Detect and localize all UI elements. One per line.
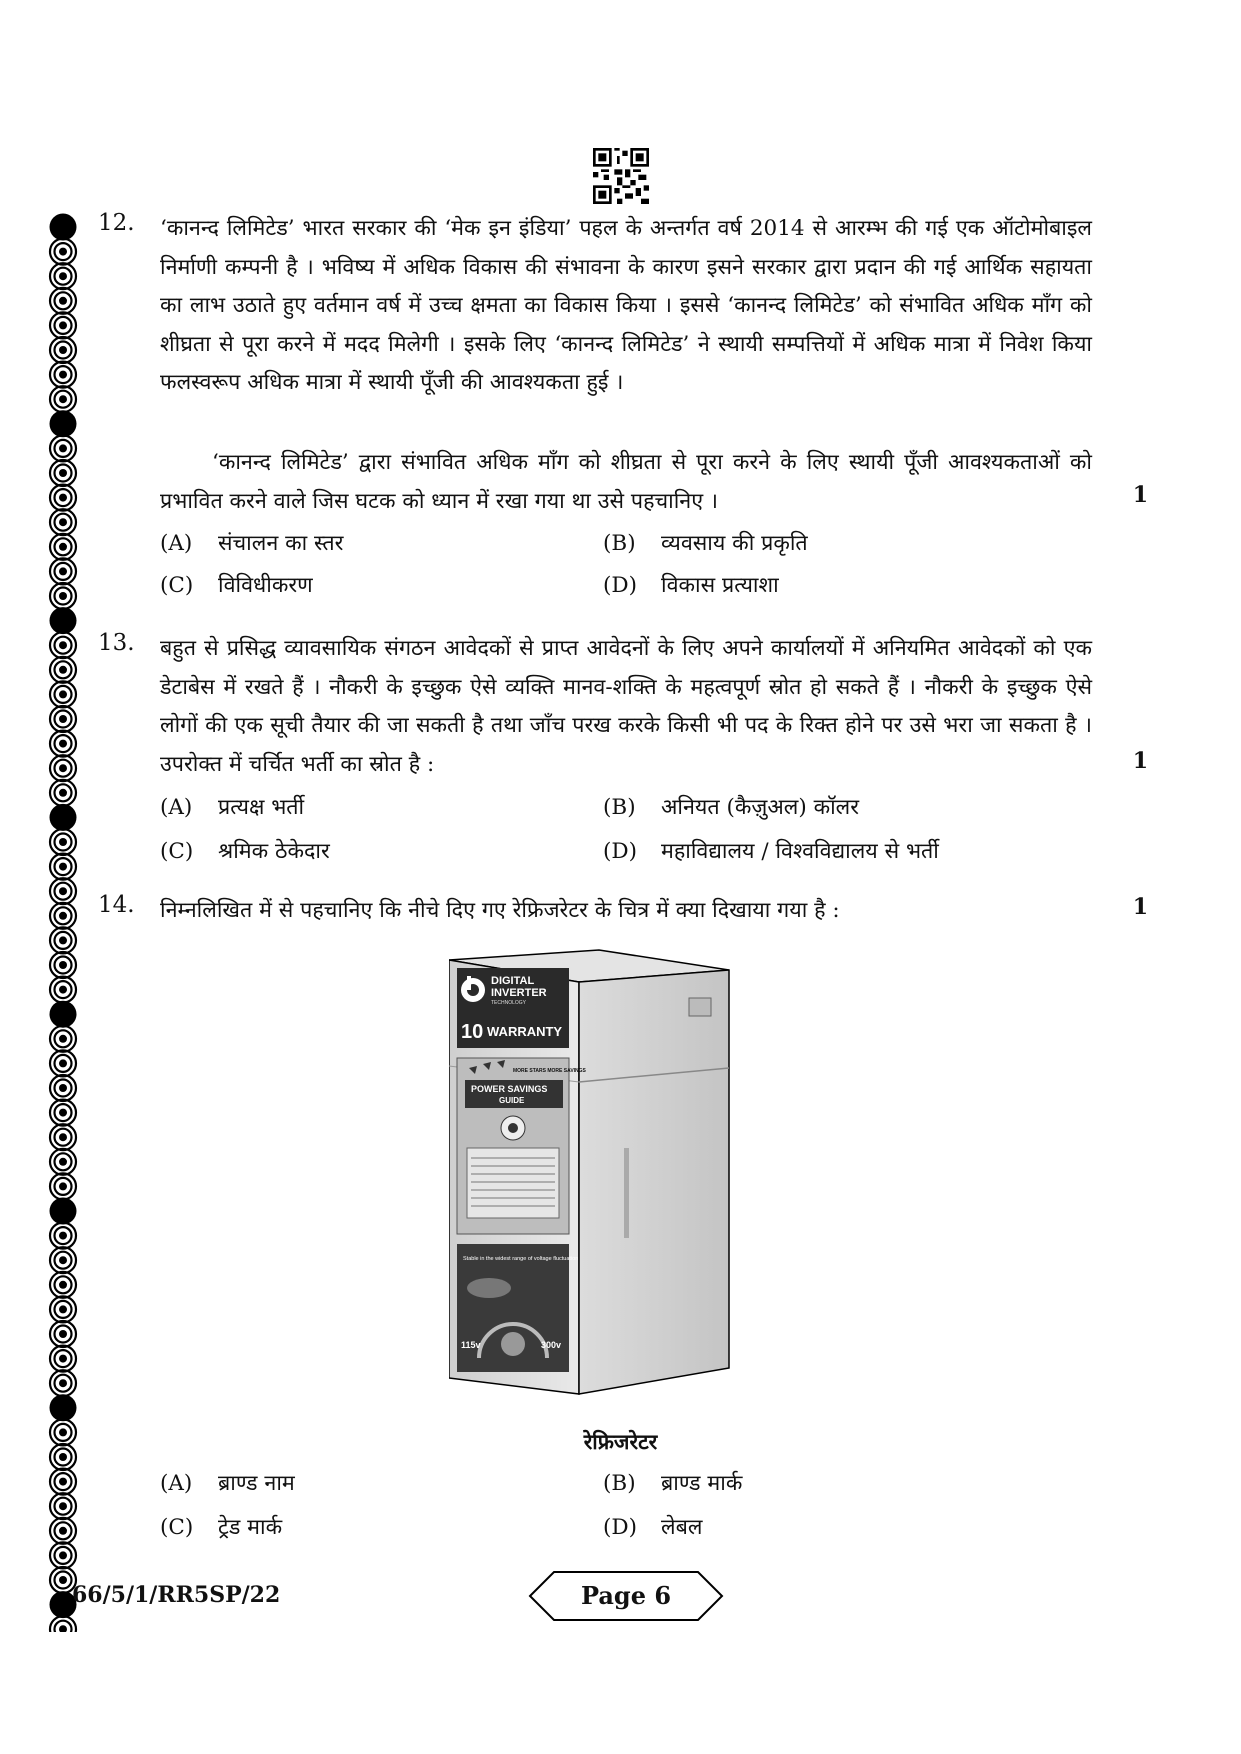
margin-ring	[50, 1616, 76, 1632]
page-number-badge	[528, 1570, 724, 1622]
margin-ring	[50, 1394, 77, 1421]
refrigerator-image	[449, 948, 747, 1396]
sticker-inverter: INVERTER	[491, 987, 547, 999]
question-12-paragraph-2: ‘कानन्द लिमिटेड’ द्वारा संभावित अधिक माँग को शीघ्रता से पूरा करने के लिए स्थायी पूँजी आवश्यकताओं को प्रभावित करने वाले जिस घटक को ध्यान में रखा गया था उसे पहचानिए ।	[160, 450, 1092, 514]
margin-ring	[50, 854, 76, 880]
margin-ring	[50, 731, 76, 757]
q13-option-a: (A) प्रत्यक्ष भर्ती	[160, 795, 305, 820]
page-number: Page 6	[580, 1581, 672, 1610]
question-12-marks: 1	[1132, 482, 1148, 508]
question-number: 13.	[98, 630, 135, 656]
question-14-paragraph: निम्नलिखित में से पहचानिए कि नीचे दिए गए रेफ्रिजरेटर के चित्र में क्या दिखाया गया है :	[160, 898, 840, 923]
margin-ring	[50, 927, 76, 953]
margin-ring	[50, 362, 76, 388]
margin-ring	[50, 1321, 76, 1347]
q12-option-d: (D) विकास प्रत्याशा	[603, 573, 779, 598]
q13-option-c: (C) श्रमिक ठेकेदार	[160, 839, 330, 864]
margin-ring	[50, 460, 76, 486]
question-14-marks: 1	[1132, 894, 1148, 920]
q12-option-b: (B) व्यवसाय की प्रकृति	[603, 531, 808, 556]
margin-ring	[50, 239, 76, 265]
q14-option-a: (A) ब्राण्ड नाम	[160, 1471, 295, 1496]
margin-ring	[50, 1370, 76, 1396]
margin-ring	[50, 1075, 76, 1101]
margin-ring	[50, 1272, 76, 1298]
margin-ring	[50, 804, 77, 831]
margin-ring	[50, 583, 76, 609]
question-12-paragraph-1: ‘कानन्द लिमिटेड’ भारत सरकार की ‘मेक इन इंडिया’ पहल के अन्तर्गत वर्ष 2014 से आरम्भ की गई एक ऑटोमोबाइल निर्माणी कम्पनी है । भविष्य में अधिक विकास की संभावना के कारण इसने सरकार द्वारा प्रदान की गई आर्थिक सहायता का लाभ उठाते हुए वर्तमान वर्ष में उच्च क्षमता का विकास किया । इससे ‘कानन्द लिमिटेड’ को संभावित अधिक माँग को शीघ्रता से पूरा करने में मदद मिलेगी । इसके लिए ‘कानन्द लिमिटेड’ ने स्थायी सम्पत्तियों में अधिक मात्रा में निवेश किया फलस्वरूप अधिक मात्रा में स्थायी पूँजी की आवश्यकता हुई ।	[160, 216, 1092, 395]
question-13-paragraph: बहुत से प्रसिद्ध व्यावसायिक संगठन आवेदकों से प्राप्त आवेदनों के लिए अपने कार्यालयों में अनियमित आवेदकों को एक डेटाबेस में रखते हैं । नौकरी के इच्छुक ऐसे व्यक्ति मानव-शक्ति के महत्वपूर्ण स्रोत हो सकते हैं । नौकरी के इच्छुक ऐसे लोगों की एक सूची तैयार की जा सकती है तथा जाँच परख करके किसी भी पद के रिक्त होने पर उसे भरा जा सकता है । उपरोक्त में चर्चित भर्ती का स्रोत है :	[160, 636, 1092, 777]
margin-ring	[50, 1173, 76, 1199]
margin-ring	[50, 1198, 77, 1225]
sticker-more-stars: MORE STARS MORE SAVINGS	[513, 1068, 586, 1074]
sticker-300v: 300v	[541, 1340, 562, 1350]
sticker-power-savings: POWER SAVINGS	[471, 1084, 548, 1094]
margin-ring	[50, 509, 76, 535]
q13-option-b: (B) अनियत (कैज़ुअल) कॉलर	[603, 795, 860, 820]
margin-ring	[50, 1518, 76, 1544]
qr-code	[593, 148, 649, 204]
margin-ring	[50, 1247, 76, 1273]
margin-ring	[50, 952, 76, 978]
sticker-technology: TECHNOLOGY	[491, 1000, 527, 1006]
margin-ring	[50, 1149, 76, 1175]
margin-ring	[50, 435, 76, 461]
sticker-115v: 115v	[461, 1340, 481, 1350]
margin-ring	[50, 1100, 76, 1126]
q14-option-b: (B) ब्राण्ड मार्क	[603, 1471, 743, 1496]
margin-ring	[50, 1223, 76, 1249]
margin-ring	[50, 878, 76, 904]
margin-ring	[50, 1026, 76, 1052]
question-number: 14.	[98, 892, 135, 918]
margin-ring	[50, 706, 76, 732]
q12-option-c: (C) विविधीकरण	[160, 573, 313, 598]
sticker-warranty: WARRANTY	[487, 1024, 563, 1039]
question-13-marks: 1	[1132, 748, 1148, 774]
margin-ring	[50, 657, 76, 683]
margin-ring	[50, 337, 76, 363]
margin-ring	[50, 780, 76, 806]
margin-ring	[50, 829, 76, 855]
margin-ring-strip	[48, 212, 78, 1632]
margin-ring	[50, 903, 76, 929]
margin-ring	[50, 1469, 76, 1495]
margin-ring	[50, 1542, 76, 1568]
margin-ring	[50, 485, 76, 511]
margin-ring	[50, 1346, 76, 1372]
margin-ring	[50, 1050, 76, 1076]
margin-ring	[50, 1124, 76, 1150]
margin-ring	[50, 632, 76, 658]
margin-ring	[50, 288, 76, 314]
paper-code: 66/5/1/RR5SP/22	[72, 1582, 281, 1608]
sticker-stable-text: Stable in the widest range of voltage fluctuation	[463, 1256, 579, 1262]
margin-ring	[50, 1001, 77, 1028]
margin-ring	[50, 558, 76, 584]
margin-ring	[50, 755, 76, 781]
figure-caption: रेफ्रिजरेटर	[583, 1429, 658, 1454]
q14-option-c: (C) ट्रेड मार्क	[160, 1515, 283, 1540]
margin-ring	[50, 263, 76, 289]
margin-ring	[50, 312, 76, 338]
sticker-digital: DIGITAL	[491, 975, 535, 987]
margin-ring	[50, 1493, 76, 1519]
margin-ring	[50, 386, 76, 412]
margin-ring	[50, 214, 77, 241]
margin-ring	[50, 534, 76, 560]
margin-ring	[50, 410, 77, 437]
q14-option-d: (D) लेबल	[603, 1515, 703, 1540]
q13-option-d: (D) महाविद्यालय / विश्वविद्यालय से भर्ती	[603, 839, 939, 864]
margin-ring	[50, 1296, 76, 1322]
sticker-year: 10	[461, 1021, 484, 1043]
margin-ring	[50, 607, 77, 634]
question-number: 12.	[98, 210, 135, 236]
sticker-guide: GUIDE	[499, 1096, 525, 1105]
margin-ring	[50, 681, 76, 707]
margin-ring	[50, 977, 76, 1003]
q12-option-a: (A) संचालन का स्तर	[160, 531, 344, 556]
